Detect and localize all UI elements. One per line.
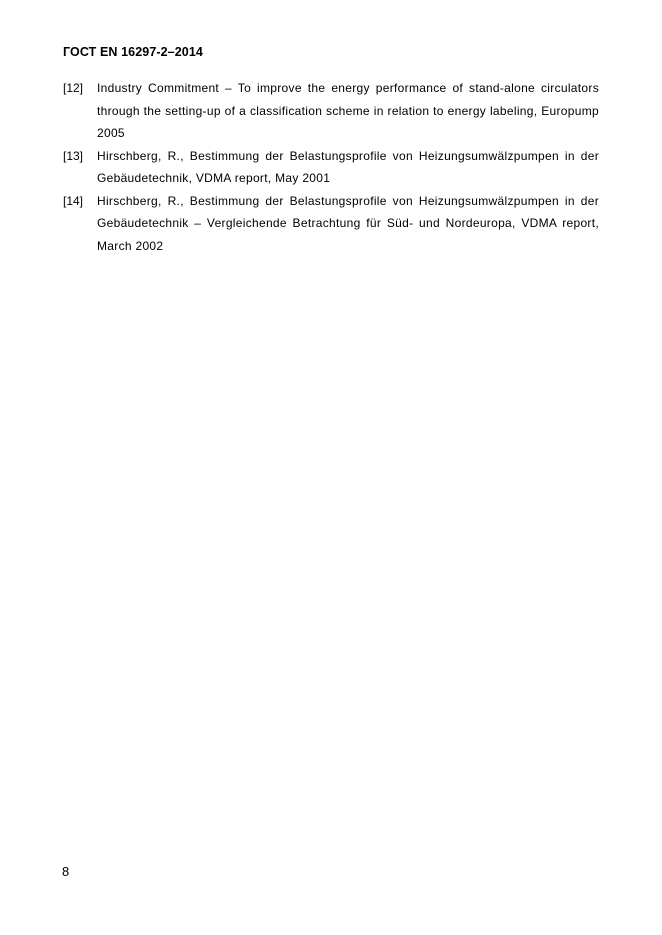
reference-number: [14]	[63, 193, 84, 208]
reference-text: Hirschberg, R., Bestimmung der Belastungsprofile von Heizungsumwälzpumpen in der Gebäudetechnik – Vergleichende Betrachtung für Süd- und Nordeuropa, VDMA report, March 2002	[97, 193, 599, 253]
reference-text: Hirschberg, R., Bestimmung der Belastungsprofile von Heizungsumwälzpumpen in der Gebäudetechnik, VDMA report, May 2001	[97, 148, 599, 185]
reference-number: [12]	[63, 81, 84, 95]
page-number: 8	[62, 864, 70, 879]
reference-item	[63, 77, 599, 145]
reference-item	[63, 145, 599, 190]
reference-item	[63, 190, 599, 258]
bibliography-list	[63, 77, 599, 257]
reference-text: Industry Commitment – To improve the energy performance of stand-alone circulators through the setting-up of a classification scheme in relation to energy labeling, Europump 2005	[97, 81, 599, 140]
reference-number: [13]	[63, 148, 84, 163]
document-header-title: ГОСТ EN 16297-2–2014	[63, 45, 203, 59]
